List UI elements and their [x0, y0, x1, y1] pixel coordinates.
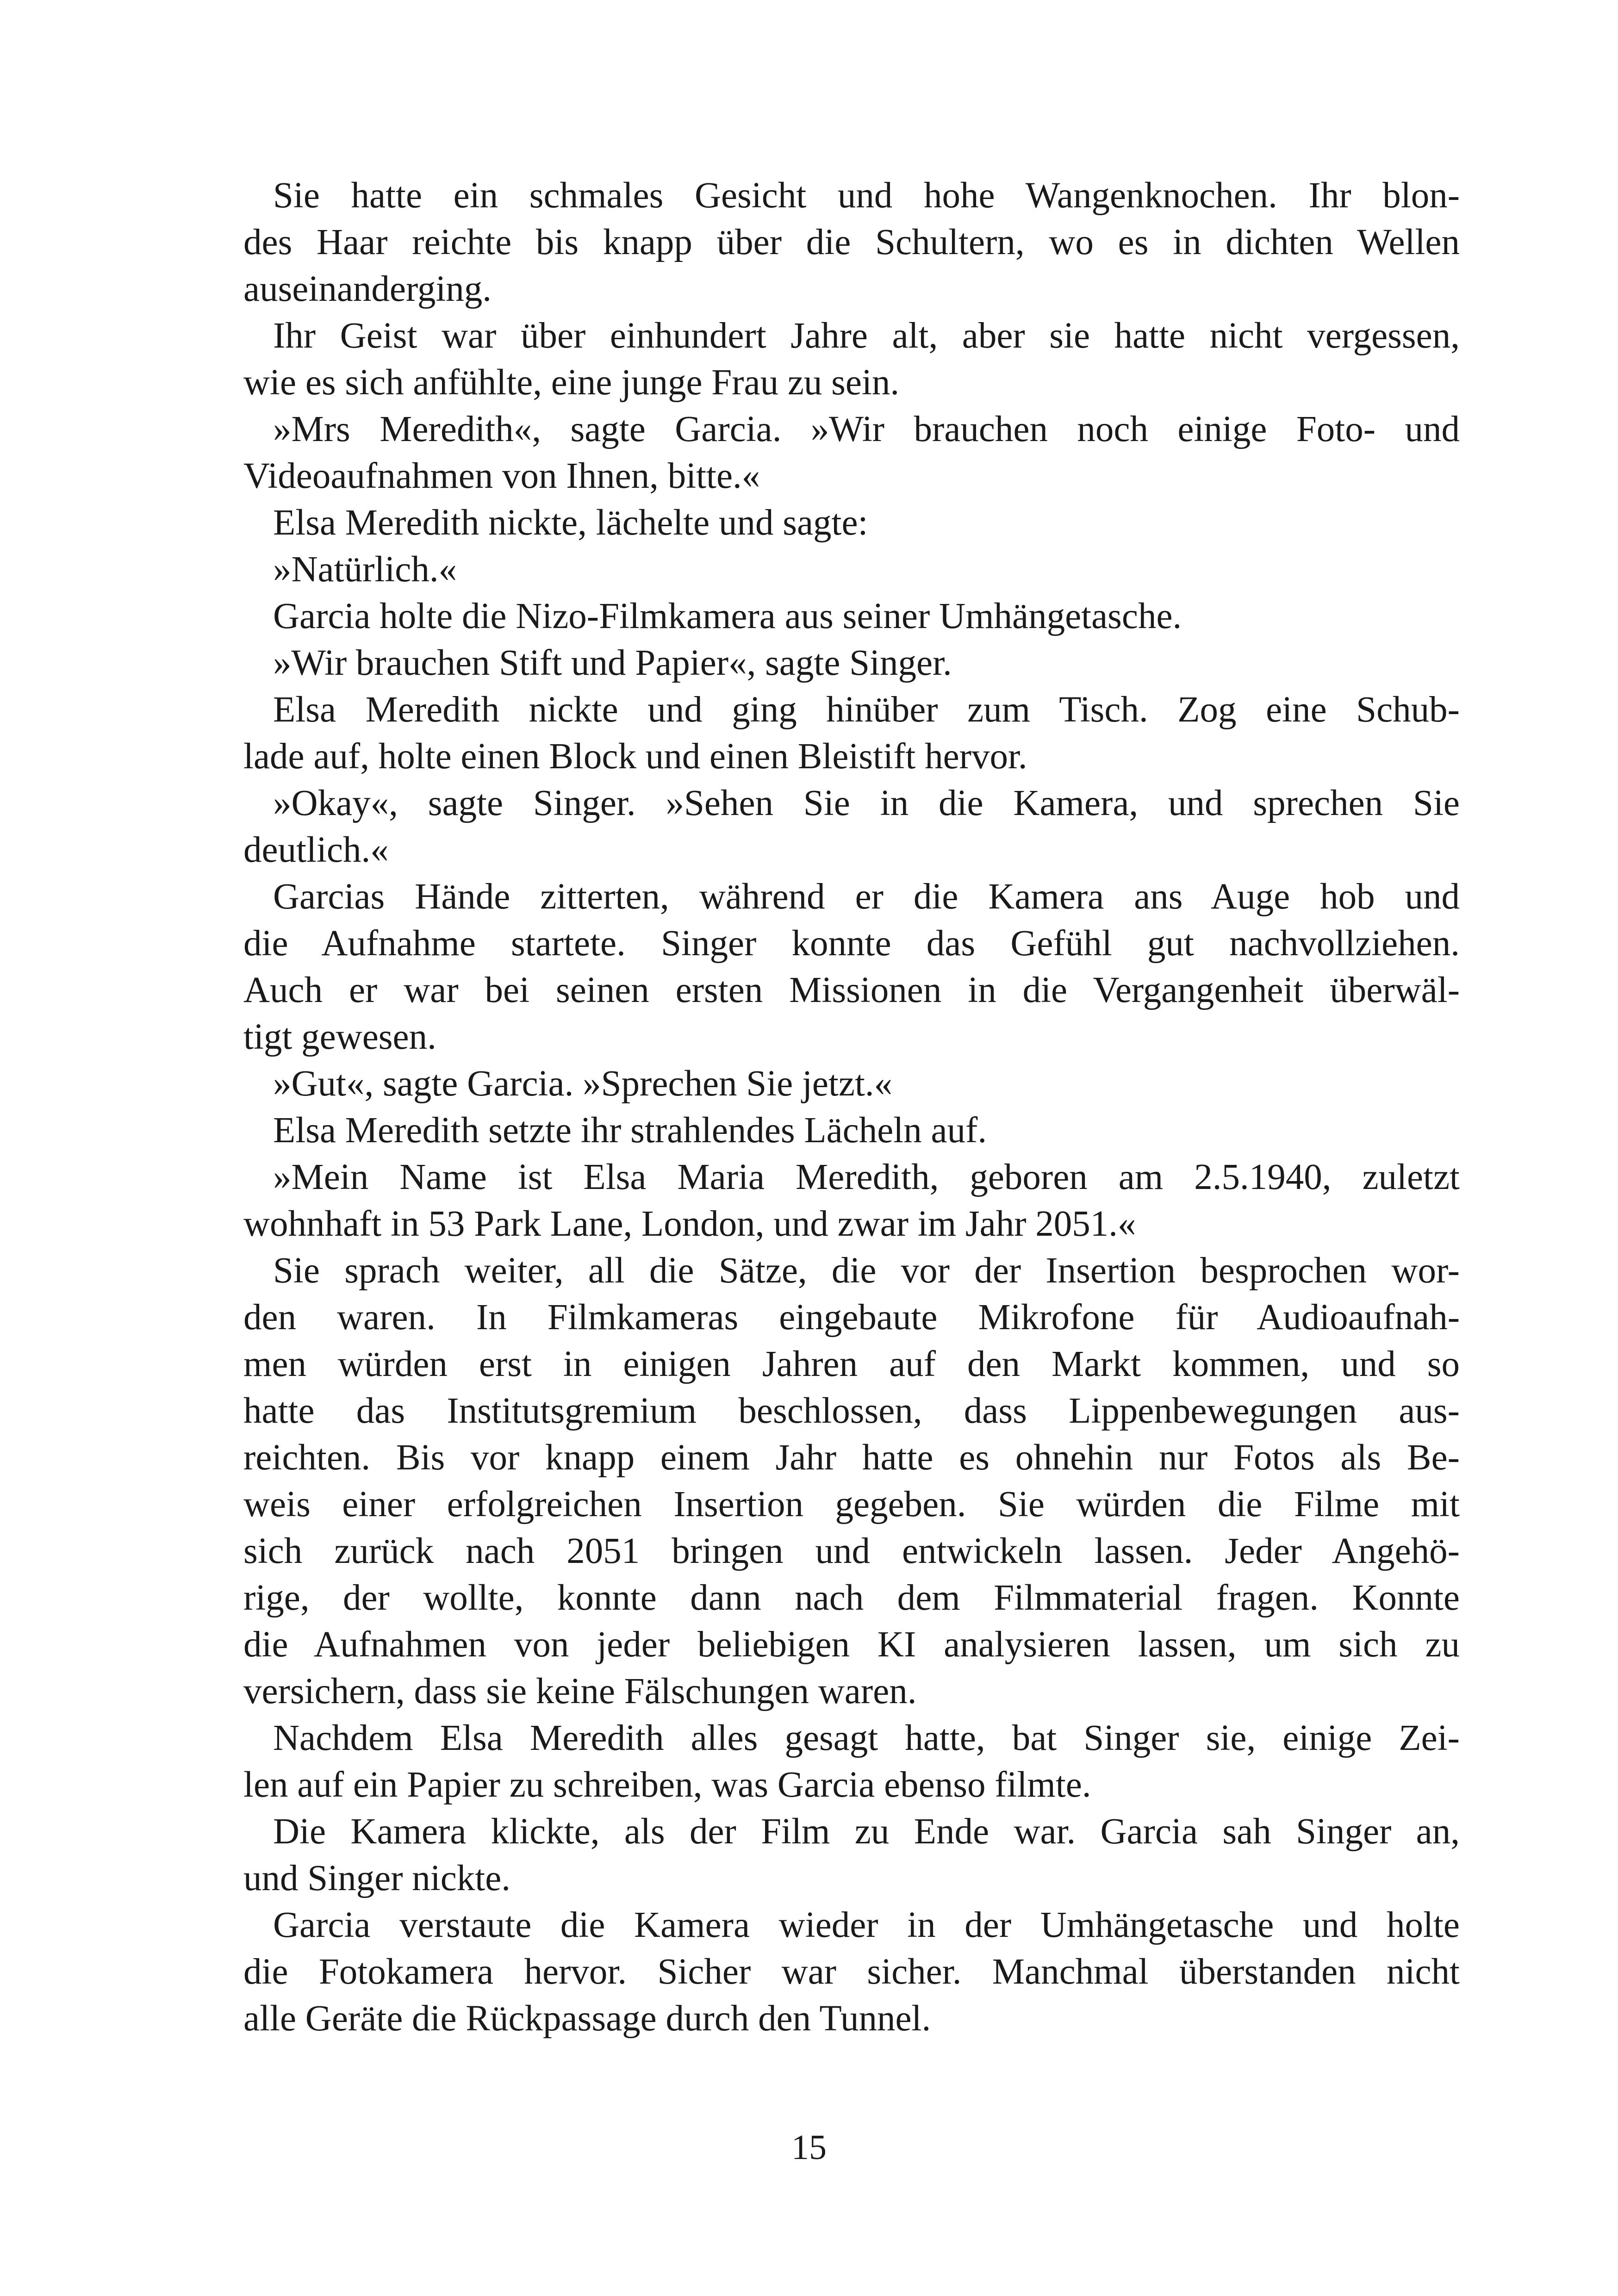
- text-line: Videoaufnahmen von Ihnen, bitte.«: [243, 456, 760, 496]
- text-line: Ihr Geist war über einhundert Jahre alt, aber sie hatte nicht vergessen,: [273, 316, 1460, 356]
- text-line: »Mein Name ist Elsa Maria Meredith, geboren am 2.5.1940, zuletzt: [273, 1157, 1460, 1197]
- text-line: men würden erst in einigen Jahren auf den Markt kommen, und so: [243, 1344, 1460, 1384]
- text-line: deutlich.«: [243, 830, 389, 870]
- text-line: lade auf, holte einen Block und einen Bleistift hervor.: [243, 736, 1027, 777]
- text-line: Garcia verstaute die Kamera wieder in der Umhängetasche und holte: [273, 1905, 1460, 1945]
- text-line: weis einer erfolgreichen Insertion gegeben. Sie würden die Filme mit: [243, 1484, 1460, 1524]
- text-line: Auch er war bei seinen ersten Missionen in die Vergangenheit überwäl-: [243, 970, 1460, 1010]
- text-line: und Singer nickte.: [243, 1858, 511, 1898]
- text-line: »Okay«, sagte Singer. »Sehen Sie in die Kamera, und sprechen Sie: [273, 783, 1460, 823]
- text-line: Sie hatte ein schmales Gesicht und hohe Wangenknochen. Ihr blon-: [273, 175, 1460, 216]
- text-line: des Haar reichte bis knapp über die Schultern, wo es in dichten Wellen: [243, 222, 1460, 262]
- text-line: die Aufnahmen von jeder beliebigen KI analysieren lassen, um sich zu: [243, 1624, 1460, 1665]
- text-line: »Natürlich.«: [273, 549, 457, 590]
- text-line: die Fotokamera hervor. Sicher war sicher. Manchmal überstanden nicht: [243, 1952, 1460, 1992]
- text-line: tigt gewesen.: [243, 1017, 436, 1057]
- text-line: Elsa Meredith setzte ihr strahlendes Lächeln auf.: [273, 1110, 987, 1151]
- text-line: Nachdem Elsa Meredith alles gesagt hatte, bat Singer sie, einige Zei-: [273, 1718, 1460, 1758]
- text-line: sich zurück nach 2051 bringen und entwickeln lassen. Jeder Angehö-: [243, 1531, 1460, 1571]
- text-line: Elsa Meredith nickte und ging hinüber zum Tisch. Zog eine Schub-: [273, 690, 1460, 730]
- text-line: Die Kamera klickte, als der Film zu Ende war. Garcia sah Singer an,: [273, 1811, 1460, 1852]
- text-line: den waren. In Filmkameras eingebaute Mikrofone für Audioaufnah-: [243, 1297, 1460, 1338]
- text-line: hatte das Institutsgremium beschlossen, dass Lippenbewegungen aus-: [243, 1391, 1460, 1431]
- text-line: die Aufnahme startete. Singer konnte das Gefühl gut nachvollziehen.: [243, 923, 1460, 964]
- page-number: 15: [791, 2128, 827, 2167]
- body-text: [243, 172, 1460, 2042]
- text-line: alle Geräte die Rückpassage durch den Tunnel.: [243, 1998, 931, 2039]
- text-line: len auf ein Papier zu schreiben, was Garcia ebenso filmte.: [243, 1765, 1091, 1805]
- text-line: reichten. Bis vor knapp einem Jahr hatte es ohnehin nur Fotos als Be-: [243, 1437, 1460, 1478]
- text-line: Sie sprach weiter, all die Sätze, die vor der Insertion besprochen wor-: [273, 1251, 1460, 1291]
- text-line: Elsa Meredith nickte, lächelte und sagte:: [273, 503, 868, 543]
- text-line: »Mrs Meredith«, sagte Garcia. »Wir brauchen noch einige Foto- und: [273, 409, 1460, 449]
- text-line: wohnhaft in 53 Park Lane, London, und zwar im Jahr 2051.«: [243, 1204, 1136, 1244]
- text-line: Garcia holte die Nizo-Filmkamera aus seiner Umhängetasche.: [273, 596, 1182, 636]
- text-line: rige, der wollte, konnte dann nach dem Filmmaterial fragen. Konnte: [243, 1578, 1460, 1618]
- text-line: »Wir brauchen Stift und Papier«, sagte Singer.: [273, 643, 952, 683]
- text-line: Garcias Hände zitterten, während er die Kamera ans Auge hob und: [273, 877, 1460, 917]
- text-line: auseinanderging.: [243, 269, 492, 309]
- text-line: »Gut«, sagte Garcia. »Sprechen Sie jetzt.«: [273, 1064, 893, 1104]
- text-line: wie es sich anfühlte, eine junge Frau zu sein.: [243, 362, 900, 403]
- text-line: versichern, dass sie keine Fälschungen waren.: [243, 1671, 917, 1711]
